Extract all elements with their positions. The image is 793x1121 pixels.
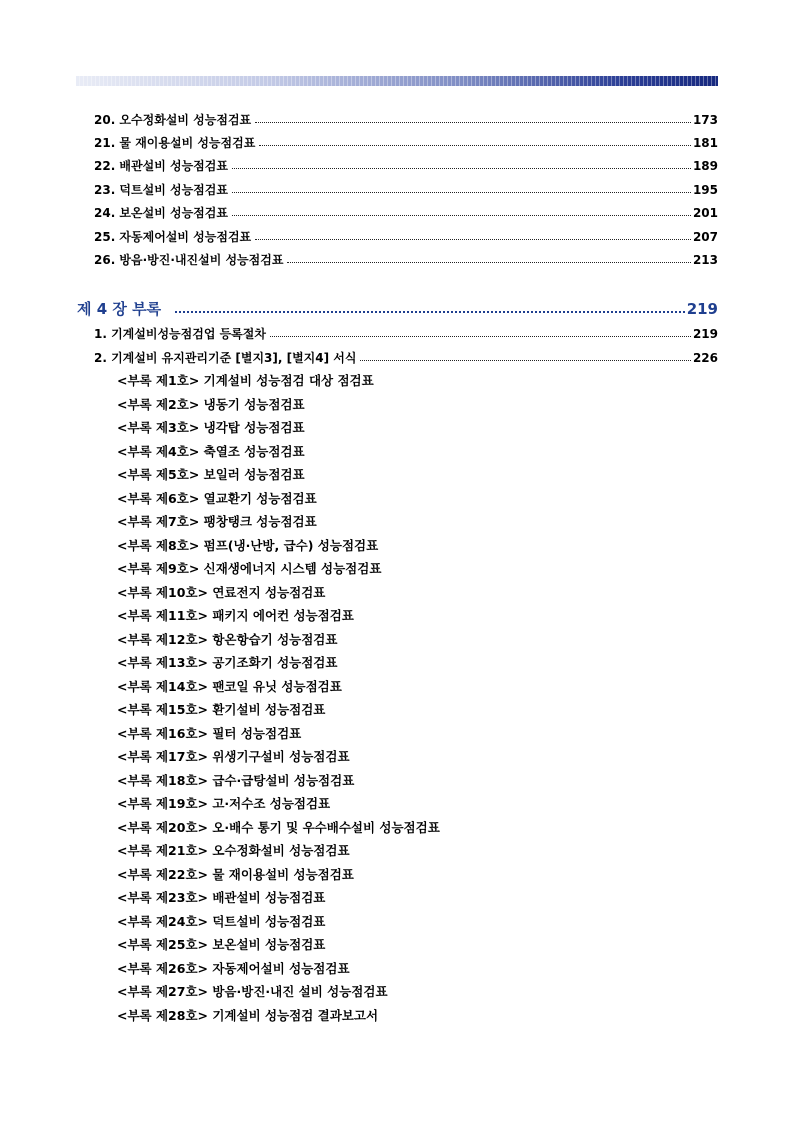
toc-entry-page: 219 bbox=[692, 327, 718, 341]
appendix-item[interactable]: <부록 제15호> 환기설비 성능점검표 bbox=[117, 702, 326, 717]
leader-dots bbox=[287, 262, 691, 263]
toc-entry-label: 20. 오수정화설비 성능점검표 bbox=[94, 113, 252, 127]
chapter-heading[interactable] bbox=[77, 298, 718, 320]
appendix-item[interactable]: <부록 제3호> 냉각탑 성능점검표 bbox=[117, 420, 305, 435]
toc-entry-label: 2. 기계설비 유지관리기준 [별지3], [별지4] 서식 bbox=[94, 351, 357, 365]
toc-entry-label: 26. 방음·방진·내진설비 성능점검표 bbox=[94, 253, 284, 267]
appendix-item[interactable]: <부록 제16호> 필터 성능점검표 bbox=[117, 726, 302, 741]
toc-entry-page: 226 bbox=[692, 351, 718, 365]
leader-dots bbox=[259, 145, 691, 146]
appendix-item[interactable]: <부록 제24호> 덕트설비 성능점검표 bbox=[117, 914, 326, 929]
toc-entry-label: 25. 자동제어설비 성능점검표 bbox=[94, 230, 252, 244]
toc-entry[interactable] bbox=[94, 157, 718, 175]
appendix-item[interactable]: <부록 제12호> 항온항습기 성능점검표 bbox=[117, 632, 338, 647]
toc-entry-page: 181 bbox=[692, 136, 718, 150]
appendix-item[interactable]: <부록 제5호> 보일러 성능점검표 bbox=[117, 467, 305, 482]
leader-dots bbox=[360, 360, 690, 361]
appendix-item[interactable]: <부록 제23호> 배관설비 성능점검표 bbox=[117, 890, 326, 905]
appendix-item[interactable]: <부록 제6호> 열교환기 성능점검표 bbox=[117, 491, 317, 506]
toc-entry[interactable] bbox=[94, 111, 718, 129]
leader-dots bbox=[255, 239, 691, 240]
leader-dots bbox=[270, 336, 691, 337]
toc-entry-page: 189 bbox=[692, 159, 718, 173]
toc-entry[interactable] bbox=[94, 134, 718, 152]
appendix-item[interactable]: <부록 제8호> 펌프(냉·난방, 급수) 성능점검표 bbox=[117, 538, 379, 553]
toc-entry[interactable] bbox=[94, 325, 718, 343]
appendix-item[interactable]: <부록 제1호> 기계설비 성능점검 대상 점검표 bbox=[117, 373, 374, 388]
toc-entry[interactable] bbox=[94, 228, 718, 246]
leader-dots bbox=[232, 168, 691, 169]
appendix-item[interactable]: <부록 제28호> 기계설비 성능점검 결과보고서 bbox=[117, 1008, 379, 1023]
appendix-item[interactable]: <부록 제18호> 급수·급탕설비 성능점검표 bbox=[117, 773, 355, 788]
appendix-item[interactable]: <부록 제4호> 축열조 성능점검표 bbox=[117, 444, 305, 459]
chapter-title: 제 4 장 부록 bbox=[77, 300, 162, 318]
appendix-item[interactable]: <부록 제11호> 패키지 에어컨 성능점검표 bbox=[117, 608, 354, 623]
appendix-item[interactable]: <부록 제13호> 공기조화기 성능점검표 bbox=[117, 655, 338, 670]
toc-entry[interactable] bbox=[94, 349, 718, 367]
leader-dots bbox=[232, 215, 691, 216]
toc-entry-page: 213 bbox=[692, 253, 718, 267]
toc-entry-page: 201 bbox=[692, 206, 718, 220]
leader-dots bbox=[175, 311, 685, 313]
appendix-item[interactable]: <부록 제25호> 보온설비 성능점검표 bbox=[117, 937, 326, 952]
toc-entry[interactable] bbox=[94, 251, 718, 269]
appendix-item[interactable]: <부록 제7호> 팽창탱크 성능점검표 bbox=[117, 514, 317, 529]
appendix-item[interactable]: <부록 제20호> 오·배수 통기 및 우수배수설비 성능점검표 bbox=[117, 820, 440, 835]
leader-dots bbox=[232, 192, 691, 193]
toc-entry-label: 23. 덕트설비 성능점검표 bbox=[94, 183, 228, 197]
toc-entry-page: 207 bbox=[692, 230, 718, 244]
appendix-item[interactable]: <부록 제9호> 신재생에너지 시스템 성능점검표 bbox=[117, 561, 382, 576]
toc-entry[interactable] bbox=[94, 204, 718, 222]
leader-dots bbox=[255, 122, 691, 123]
appendix-item[interactable]: <부록 제26호> 자동제어설비 성능점검표 bbox=[117, 961, 350, 976]
appendix-item[interactable]: <부록 제27호> 방음·방진·내진 설비 성능점검표 bbox=[117, 984, 388, 999]
toc-entry-page: 173 bbox=[692, 113, 718, 127]
appendix-item[interactable]: <부록 제2호> 냉동기 성능점검표 bbox=[117, 397, 305, 412]
appendix-item[interactable]: <부록 제17호> 위생기구설비 성능점검표 bbox=[117, 749, 350, 764]
appendix-item[interactable]: <부록 제21호> 오수정화설비 성능점검표 bbox=[117, 843, 350, 858]
toc-entry-label: 1. 기계설비성능점검업 등록절차 bbox=[94, 327, 266, 341]
toc-entry-label: 21. 물 재이용설비 성능점검표 bbox=[94, 136, 256, 150]
toc-entry-label: 24. 보온설비 성능점검표 bbox=[94, 206, 228, 220]
appendix-item[interactable]: <부록 제14호> 팬코일 유닛 성능점검표 bbox=[117, 679, 342, 694]
chapter-page: 219 bbox=[686, 300, 718, 318]
appendix-item[interactable]: <부록 제19호> 고·저수조 성능점검표 bbox=[117, 796, 331, 811]
header-gradient-bar bbox=[76, 76, 718, 86]
toc-entry[interactable] bbox=[94, 181, 718, 199]
appendix-item[interactable]: <부록 제10호> 연료전지 성능점검표 bbox=[117, 585, 326, 600]
toc-entry-label: 22. 배관설비 성능점검표 bbox=[94, 159, 228, 173]
toc-entry-page: 195 bbox=[692, 183, 718, 197]
appendix-item[interactable]: <부록 제22호> 물 재이용설비 성능점검표 bbox=[117, 867, 354, 882]
